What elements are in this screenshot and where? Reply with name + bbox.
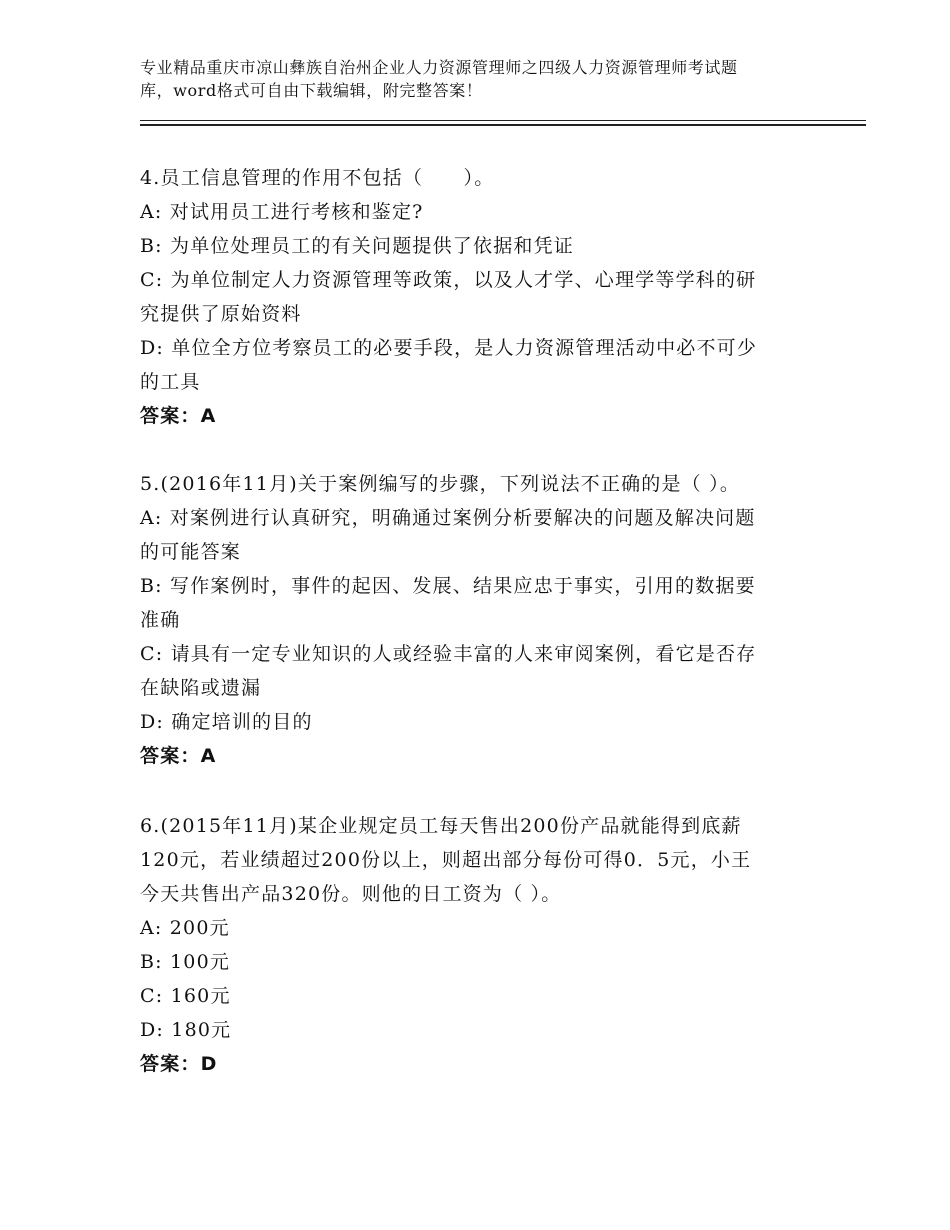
question-stem: 4.员工信息管理的作用不包括（ ）。 xyxy=(140,167,495,189)
question-4 xyxy=(140,161,820,433)
answer-label: 答案：A xyxy=(140,745,217,767)
question-stem: 5.(2016年11月)关于案例编写的步骤，下列说法不正确的是（ ）。 xyxy=(140,473,741,495)
option-d: D: 180元 xyxy=(140,1019,232,1041)
option-a: A: 对案例进行认真研究，明确通过案例分析要解决的问题及解决问题 xyxy=(140,507,756,529)
option-b: B: 100元 xyxy=(140,951,231,973)
option-b-continued: 准确 xyxy=(140,609,181,631)
option-d: D: 确定培训的目的 xyxy=(140,711,313,733)
answer-label: 答案：D xyxy=(140,1053,218,1075)
answer-label: 答案：A xyxy=(140,405,217,427)
question-stem-continued: 今天共售出产品320份。则他的日工资为（ ）。 xyxy=(140,883,562,905)
option-a: A: 对试用员工进行考核和鉴定? xyxy=(140,201,424,223)
question-5 xyxy=(140,467,820,773)
option-d: D: 单位全方位考察员工的必要手段，是人力资源管理活动中必不可少 xyxy=(140,337,758,359)
option-b: B: 写作案例时，事件的起因、发展、结果应忠于事实，引用的数据要 xyxy=(140,575,756,597)
option-d-continued: 的工具 xyxy=(140,371,201,393)
document-header xyxy=(140,56,830,102)
header-line-1: 专业精品重庆市凉山彝族自治州企业人力资源管理师之四级人力资源管理师考试题 xyxy=(140,58,738,77)
option-c-continued: 究提供了原始资料 xyxy=(140,303,302,325)
option-c: C: 160元 xyxy=(140,985,231,1007)
option-c: C: 为单位制定人力资源管理等政策，以及人才学、心理学等学科的研 xyxy=(140,269,757,291)
header-line-2: 库，word格式可自由下载编辑，附完整答案！ xyxy=(140,81,483,100)
question-stem: 6.(2015年11月)某企业规定员工每天售出200份产品就能得到底薪 xyxy=(140,815,742,837)
option-a-continued: 的可能答案 xyxy=(140,541,242,563)
option-b: B: 为单位处理员工的有关问题提供了依据和凭证 xyxy=(140,235,575,257)
question-stem-continued: 120元，若业绩超过200份以上，则超出部分每份可得0．5元，小王 xyxy=(140,849,752,871)
question-6 xyxy=(140,809,820,1081)
option-c: C: 请具有一定专业知识的人或经验丰富的人来审阅案例，看它是否存 xyxy=(140,643,757,665)
option-a: A: 200元 xyxy=(140,917,230,939)
header-divider-thin xyxy=(140,120,866,121)
option-c-continued: 在缺陷或遗漏 xyxy=(140,677,262,699)
header-divider-thick xyxy=(140,124,866,126)
